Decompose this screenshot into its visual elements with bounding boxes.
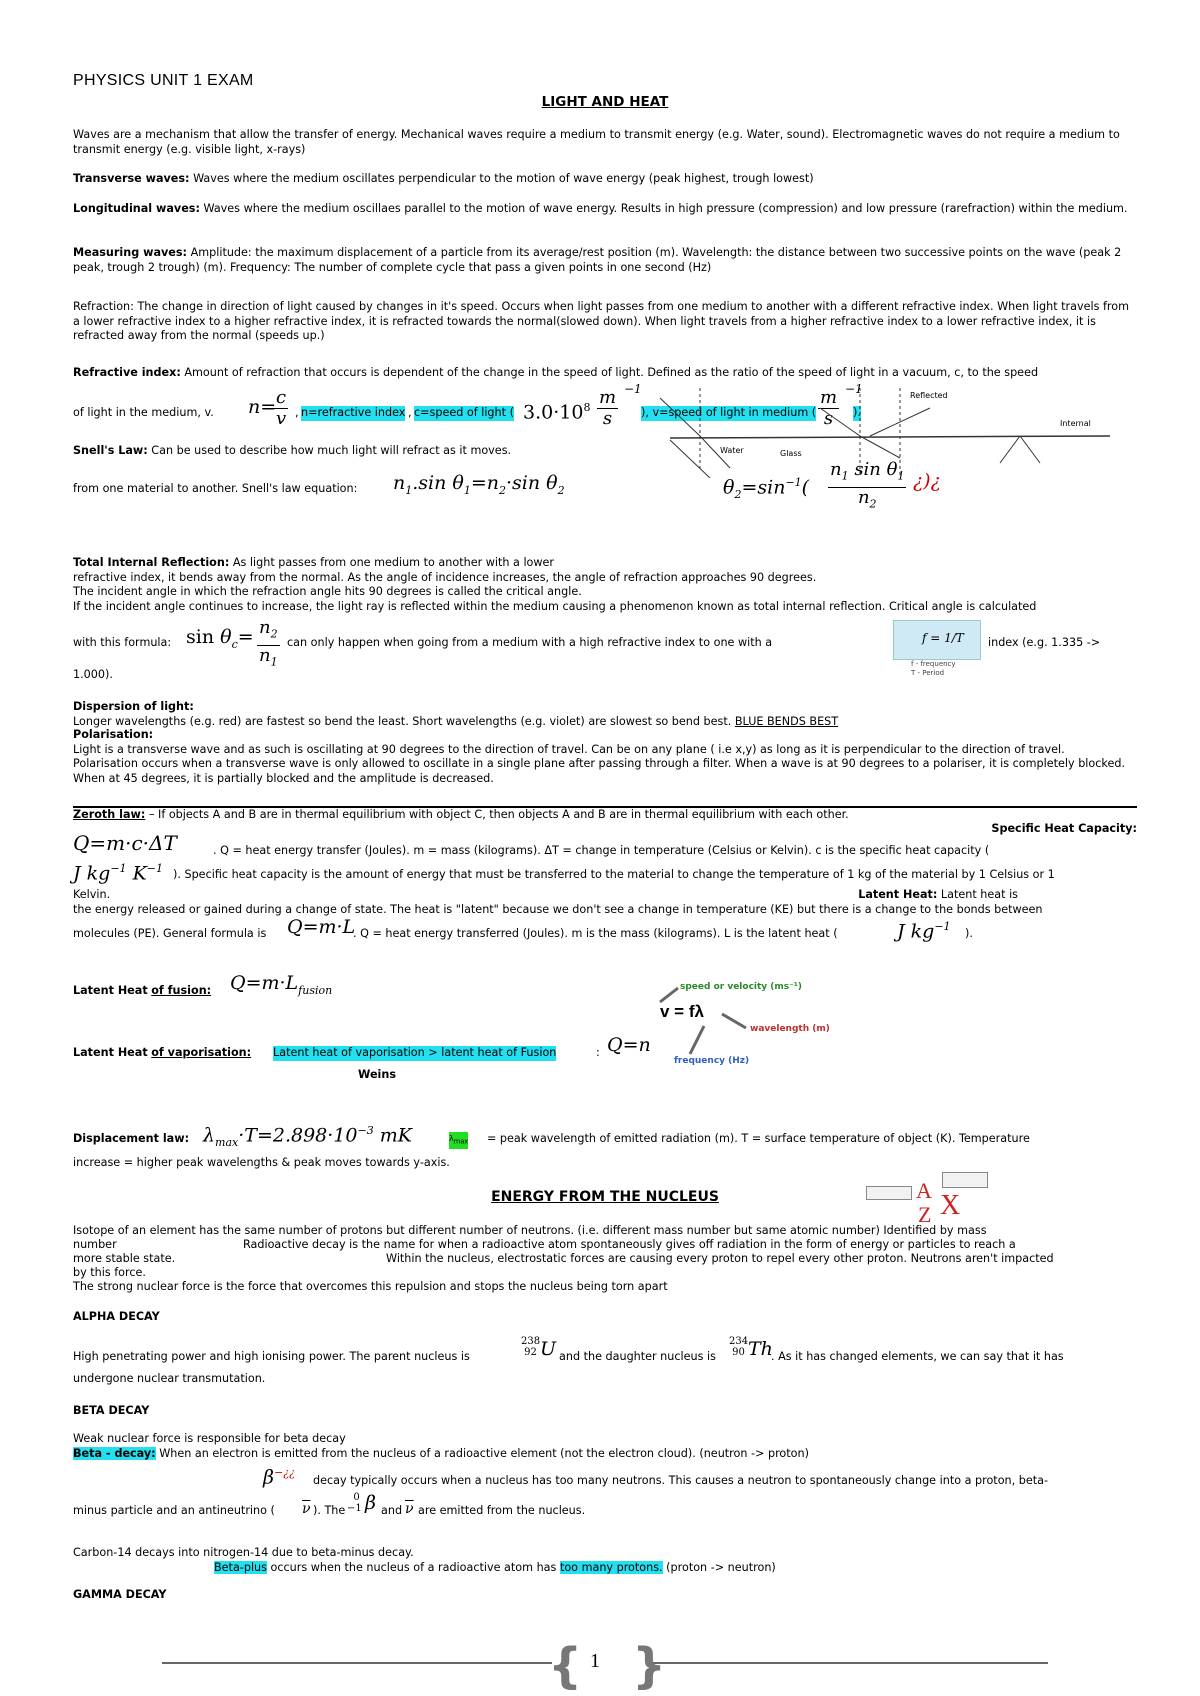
svg-text:Glass: Glass	[780, 449, 802, 458]
critical-angle-line: with this formula: $\sin \theta_c=$ $\frac{n_2}{n_1}$ can only happen when going from a medium with a high refractive index to one with a f = 1/T f - frequency T - Period index (e.g. 1.335 -> 1.000).	[73, 617, 1101, 681]
beta-plus-line: Beta-plus occurs when the nucleus of a radioactive atom has too many protons. (proton -> neutron)	[214, 1561, 776, 1574]
transverse-paragraph: Transverse waves: Waves where the medium oscillates perpendicular to the motion of wave energy (peak highest, trough lowest)	[73, 172, 814, 185]
alpha-decay-heading: ALPHA DECAY	[73, 1310, 160, 1323]
footer-line-left	[162, 1662, 552, 1664]
alpha-decay-paragraph: High penetrating power and high ionising power. The parent nucleus is 238 92 U and the daughter nucleus is 234 90 Th . As it has changed elements, we can say that it has undergone nuclear transmutation.	[73, 1336, 1064, 1385]
section-title-nucleus: ENERGY FROM THE NUCLEUS	[491, 1189, 719, 1205]
weins-label: Weins	[358, 1068, 396, 1081]
latent-vaporisation-line: Latent Heat of vaporisation: Latent heat of vaporisation > latent heat of Fusion : Q=n	[73, 1034, 651, 1059]
zeroth-law-paragraph: Zeroth law: – If objects A and B are in thermal equilibrium with object C, then objects A and B are in thermal equilibrium with each other.	[73, 808, 849, 821]
refraction-paragraph: Refraction: The change in direction of light caused by changes in it's speed. Occurs when light passes from one medium to another with a different refractive index. When light travels from a lower refractive index to a higher refractive index, it is refracted towards the normal(slowed down). When light travels from a higher refractive index to a lower refractive index, it is refracted away from the normal (speeds up.)	[73, 300, 1130, 342]
beta-decay-heading: BETA DECAY	[73, 1404, 150, 1417]
dispersion-paragraph: Dispersion of light: Longer wavelengths (e.g. red) are fastest so bend the least. Short wavelengths (e.g. violet) are slowest so bend best. BLUE BENDS BEST	[73, 700, 839, 728]
snell-equation-line: from one material to another. Snell's law equation: $n_1.\sin$ $\theta_1=n_2\cdot\sin$ $\theta_2$ $\theta_2=\sin^{-1}$( $\frac{n_1 \sin \theta_1}{n_2}$ ¿)¿	[73, 459, 941, 511]
refraction-sketch	[640, 378, 1120, 478]
svg-text:Internal: Internal	[1060, 419, 1091, 428]
shc-paragraph: Q=m·c·ΔT . Q = heat energy transfer (Joules). m = mass (kilograms). ΔT = change in temperature (Celsius or Kelvin). c is the specific heat capacity ( J $kg^{-1}$ $K^{-1}$ ). Specific heat capacity is the amount of energy that must be transferred to the material to change the temperature of 1 kg of the material by 1 Celsius or 1 Kelvin.	[73, 831, 1055, 901]
frequency-formula-image: f = 1/T	[893, 620, 981, 660]
footer-line-right	[648, 1662, 1048, 1664]
tir-paragraph: Total Internal Reflection: As light passes from one medium to another with a lower refractive index, it bends away from the normal. As the angle of incidence increases, the angle of refraction approaches 90 degrees. The incident angle in which the refraction angle hits 90 degrees is called the critical angle. If the incident angle continues to increase, the light ray is reflected within the medium causing a phenomenon known as total internal reflection. Critical angle is calculated	[73, 556, 1037, 613]
latent-heading: Latent Heat: Latent heat is	[858, 888, 1018, 901]
footer-brace-right: }	[632, 1638, 667, 1694]
footer-brace-left: {	[548, 1638, 583, 1694]
wave-equation-diagram: speed or velocity (ms⁻¹) v = fλ wavelength (m) frequency (Hz)	[640, 978, 840, 1068]
snell-paragraph: Snell's Law: Can be used to describe how much light will refract as it moves.	[73, 444, 512, 457]
isotope-paragraph: Isotope of an element has the same number of protons but different number of neutrons. (i.e. different mass number but same atomic number) Identified by mass number Radioactive decay is the name for when a radioactive atom spontaneously gives off radiation in the form of energy or particles to reach a more stable state. Within the nucleus, electrostatic forces are causing every proton to repel every other proton. Neutrons aren't impacted by this force. The strong nuclear force is the force that overcomes this repulsion and stops the nucleus being torn apart	[73, 1224, 1054, 1293]
polarisation-paragraph: Polarisation: Light is a transverse wave and as such is oscillating at 90 degrees to the direction of travel. Can be on any plane ( i.e x,y) as long as it is perpendicular to the direction of travel. Polarisation occurs when a transverse wave is only allowed to oscillate in a single plane after passing through a filter. When a wave is at 90 degrees to a polariser, it is completely blocked. When at 45 degrees, it is partially blocked and the amplitude is decreased.	[73, 728, 1126, 785]
nuclide-notation-graphic: A Z X	[866, 1172, 986, 1228]
document-header: PHYSICS UNIT 1 EXAM	[73, 72, 254, 89]
longitudinal-paragraph: Longitudinal waves: Waves where the medium oscillaes parallel to the motion of wave energy. Results in high pressure (compression) and low pressure (rarefraction) within the medium.	[73, 202, 1128, 215]
shc-heading: Specific Heat Capacity:	[991, 822, 1137, 835]
measuring-paragraph: Measuring waves: Amplitude: the maximum displacement of a particle from its average/rest position (m). Wavelength: the distance between two successive points on the wave (peak 2 peak, trough 2 trough) (m). Frequency: The number of complete cycle that pass a given points in one second (Hz)	[73, 246, 1122, 274]
refractive-index-equation-line: of light in the medium, v. n= $\frac{c}{v}$ , n=refractive index , c=speed of light ( $3.0\cdot 10^8$ $\frac{m}{s}$ −1 ), v=speed of light in medium ( $\frac{m}{s}$ −1 ).	[73, 382, 863, 429]
page-number: 1	[590, 1650, 600, 1672]
gamma-decay-heading: GAMMA DECAY	[73, 1588, 167, 1601]
carbon-14-line: Carbon-14 decays into nitrogen-14 due to beta-minus decay.	[73, 1546, 414, 1559]
latent-fusion-line: Latent Heat of fusion: $Q=m\cdot L_{fusion}$	[73, 972, 333, 997]
refractive-index-paragraph: Refractive index: Amount of refraction that occurs is dependent of the change in the speed of light. Defined as the ratio of the speed of light in a vacuum, c, to the speed	[73, 366, 1039, 379]
section-title-light-heat: LIGHT AND HEAT	[541, 94, 669, 110]
latent-paragraph: the energy released or gained during a change of state. The heat is "latent" because we don't see a change in temperature (KE) but there is a change to the bonds between molecules (PE). General formula is Q=m·L . Q = heat energy transferred (Joules). m is the mass (kilograms). L is the latent heat ( J $kg^{-1}$ ).	[73, 903, 1043, 943]
displacement-law-paragraph: Displacement law: $\lambda_{max}\cdot T=2.898\cdot 10^{-3}$ mK $\lambda_{max}$ = peak wavelength of emitted radiation (m). T = surface temperature of object (K). Temperature increase = higher peak wavelengths & peak moves towards y-axis.	[73, 1124, 1030, 1169]
waves-intro: Waves are a mechanism that allow the transfer of energy. Mechanical waves require a medium to transmit energy (e.g. Water, sound). Electromagnetic waves do not require a medium to transmit energy (e.g. visible light, x-rays)	[73, 128, 1120, 156]
svg-text:Reflected: Reflected	[910, 391, 948, 400]
svg-text:Water: Water	[720, 446, 744, 455]
beta-decay-paragraph: Weak nuclear force is responsible for beta decay Beta - decay: When an electron is emitted from the nucleus of a radioactive element (not the electron cloud). (neutron -> proton) β−¿¿ decay typically occurs when a nucleus has too many neutrons. This causes a neutron to spontaneously change into a proton, beta- minus particle and an antineutrino ( $\overline{\nu}$ ). The 0 −1 β and $\overline{\nu}$ are emitted from the nucleus.	[73, 1432, 1049, 1517]
